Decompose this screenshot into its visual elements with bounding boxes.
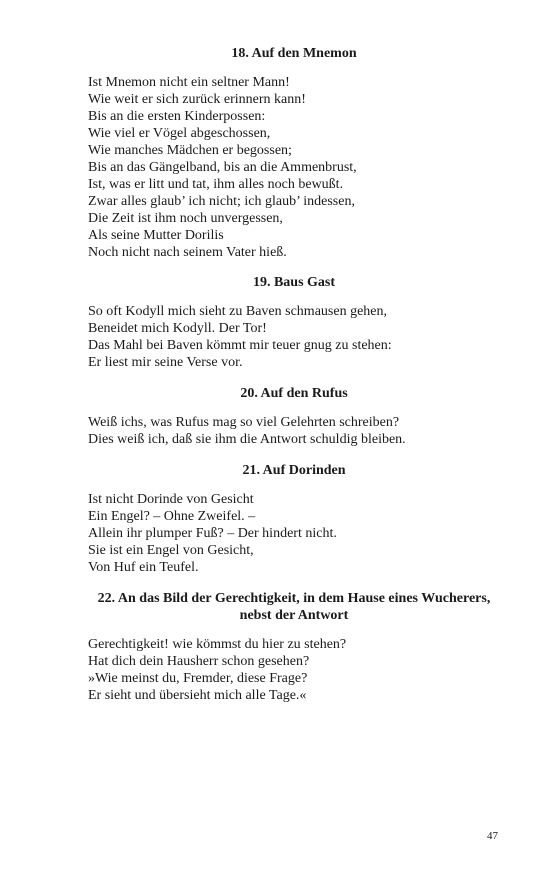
poem-line: Von Huf ein Teufel. [88, 560, 199, 575]
poem-line: Weiß ichs, was Rufus mag so viel Gelehrten schreiben? [88, 415, 400, 430]
poem-title-line: nebst der Antwort [239, 608, 349, 623]
poem-line: So oft Kodyll mich sieht zu Baven schmausen gehen, [88, 304, 387, 319]
poem-body [88, 414, 500, 448]
poem-21 [88, 462, 500, 576]
poem-line: Allein ihr plumper Fuß? – Der hindert nicht. [88, 526, 337, 541]
poem-19 [88, 274, 500, 371]
poem-body [88, 636, 500, 704]
poem-line: Sie ist ein Engel von Gesicht, [88, 543, 254, 558]
poem-line: Ein Engel? – Ohne Zweifel. – [88, 509, 256, 524]
poem-22 [88, 590, 500, 704]
poem-line: Zwar alles glaub’ ich nicht; ich glaub’ indessen, [88, 194, 355, 209]
poem-title: 18. Auf den Mnemon [231, 46, 357, 61]
poem-title-line: 22. An das Bild der Gerechtigkeit, in dem Hause eines Wucherers, [97, 591, 491, 606]
poem-line: Wie viel er Vögel abgeschossen, [88, 126, 271, 141]
poem-line: Wie manches Mädchen er begossen; [88, 143, 292, 158]
poem-body [88, 74, 500, 261]
poem-body [88, 303, 500, 371]
poem-line: Noch nicht nach seinem Vater hieß. [88, 245, 287, 260]
spacer [88, 576, 500, 590]
poem-title: 21. Auf Dorinden [242, 463, 346, 478]
poem-line: Gerechtigkeit! wie kömmst du hier zu stehen? [88, 637, 347, 652]
poem-line: Hat dich dein Hausherr schon gesehen? [88, 654, 310, 669]
spacer [88, 448, 500, 462]
poem-line: Ist, was er litt und tat, ihm alles noch bewußt. [88, 177, 344, 192]
poem-line: Bis an die ersten Kinderpossen: [88, 109, 266, 124]
poem-line: Bis an das Gängelband, bis an die Ammenbrust, [88, 160, 357, 175]
poem-line: Wie weit er sich zurück erinnern kann! [88, 92, 306, 107]
poem-title: 20. Auf den Rufus [240, 386, 348, 401]
poem-line: Das Mahl bei Baven kömmt mir teuer gnug zu stehen: [88, 338, 392, 353]
poem-line: Er liest mir seine Verse vor. [88, 355, 243, 370]
poem-title [88, 590, 500, 624]
poem-line: Er sieht und übersieht mich alle Tage.« [88, 688, 307, 703]
poem-20 [88, 385, 500, 448]
page-content [88, 45, 500, 704]
poem-line: Als seine Mutter Dorilis [88, 228, 224, 243]
poem-line: Ist nicht Dorinde von Gesicht [88, 492, 254, 507]
poem-line: Dies weiß ich, daß sie ihm die Antwort schuldig bleiben. [88, 432, 406, 447]
poem-line: Die Zeit ist ihm noch unvergessen, [88, 211, 283, 226]
poem-18 [88, 45, 500, 261]
spacer [88, 371, 500, 385]
poem-line: »Wie meinst du, Fremder, diese Frage? [88, 671, 308, 686]
page-number: 47 [487, 830, 498, 842]
spacer [88, 261, 500, 274]
poem-line: Ist Mnemon nicht ein seltner Mann! [88, 75, 290, 90]
poem-body [88, 491, 500, 576]
poem-title: 19. Baus Gast [252, 275, 336, 290]
poem-line: Beneidet mich Kodyll. Der Tor! [88, 321, 267, 336]
